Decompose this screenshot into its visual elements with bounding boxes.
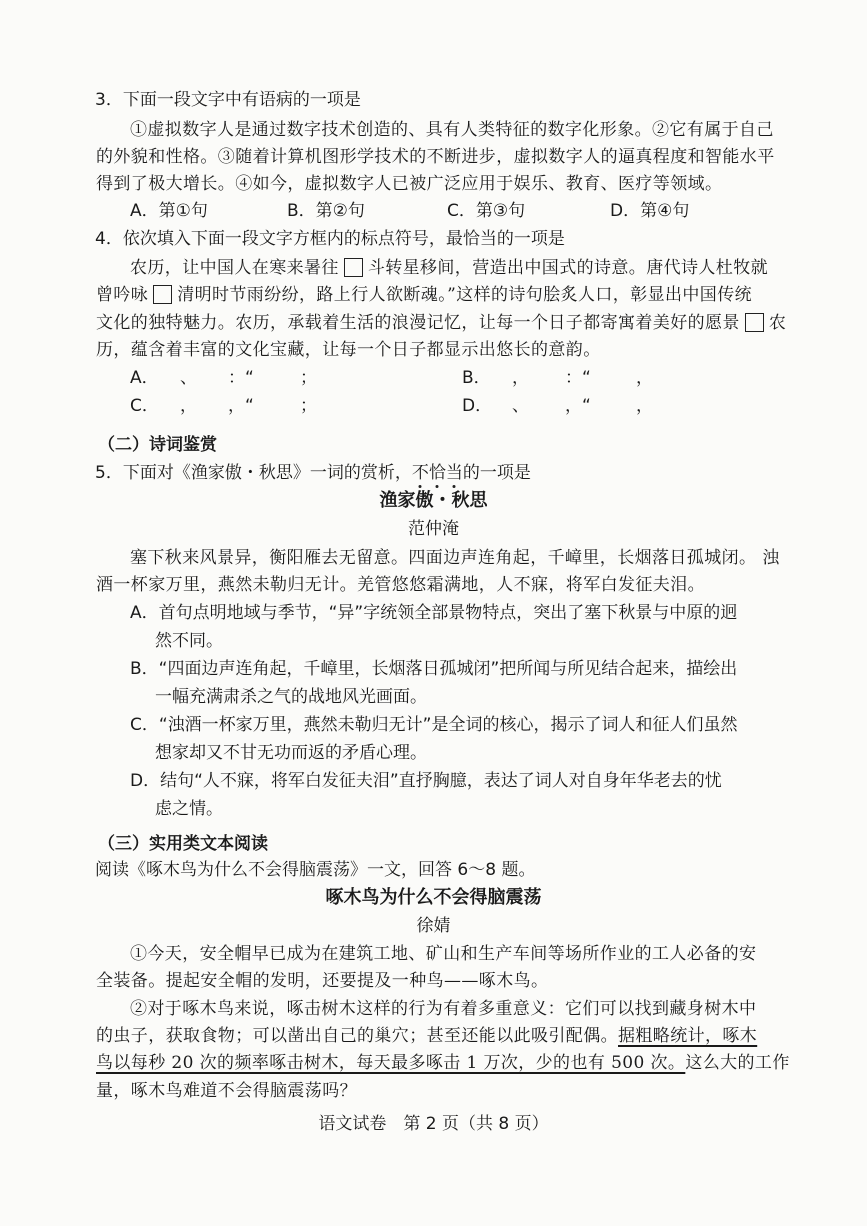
q4-text-3a: 文化的独特魅力。农历，承载着生活的浪漫记忆，让每一个日子都寄寓着美好的愿景 (96, 313, 740, 333)
para-2-line-3 (96, 1052, 790, 1074)
q5-option-a-line-1: A．首句点明地域与季节，“异”字统领全部景物特点，突出了塞下秋景与中原的迥 (130, 603, 738, 623)
q4-option-c-mark-1: ， (180, 396, 197, 416)
q4-option-b-letter: B． (462, 368, 491, 388)
q4-option-c-letter: C． (130, 396, 159, 416)
article-title: 啄木鸟为什么不会得脑震荡 (325, 887, 542, 908)
para-2-line-1: ②对于啄木鸟来说，啄击树木这样的行为有着多重意义：它们可以找到藏身树木中 (130, 999, 757, 1019)
para-2-underlined-2: 鸟以每秒 20 次的频率啄击树木，每天最多啄击 1 万次，少的也有 500 次。 (96, 1053, 686, 1073)
q4-option-b-mark-3: ， (636, 368, 653, 388)
q5-stem-a: 5．下面对《渔家傲・秋思》一词的赏析， (95, 463, 412, 483)
para-2-line-2 (96, 1025, 757, 1047)
q4-blank-box-1 (344, 258, 363, 277)
q4-option-a-mark-3: ； (300, 368, 317, 388)
q4-passage-line-1 (130, 257, 768, 279)
q5-emphasis-3: 当 (445, 463, 463, 483)
poem-line-1: 塞下秋来风景异，衡阳雁去无留意。四面边声连角起，千嶂里，长烟落日孤城闭。 浊 (130, 548, 780, 568)
q4-option-b-mark-1: ， (512, 368, 529, 388)
para-1-line-1: ①今天，安全帽早已成为在建筑工地、矿山和生产车间等场所作业的工人必备的安 (130, 944, 757, 964)
poem-title: 渔家傲・秋思 (379, 490, 488, 511)
q3-option-c: C．第③句 (447, 201, 526, 221)
q5-stem (95, 462, 531, 484)
para-2-line-4: 量，啄木鸟难道不会得脑震荡吗？ (96, 1081, 357, 1101)
para-2-underlined-1: 据粗略统计，啄木 (618, 1026, 758, 1046)
q5-emphasis-1: 不 (411, 463, 429, 483)
q4-blank-box-3 (745, 313, 764, 332)
q5-option-a-line-2: 然不同。 (155, 631, 223, 651)
q4-text-2a: 曾吟咏 (96, 285, 149, 305)
q5-option-c-line-2: 想家却又不甘无功而返的矛盾心理。 (155, 743, 427, 763)
q4-option-d-mark-3: ， (636, 396, 653, 416)
q4-option-a-letter: A． (130, 368, 159, 388)
q4-option-c-mark-3: ； (300, 396, 317, 416)
q5-stem-b: 的一项是 (462, 463, 531, 483)
q4-blank-box-2 (153, 285, 172, 304)
article-author: 徐婧 (416, 916, 451, 936)
q4-passage-line-4: 历，蕴含着丰富的文化宝藏，让每一个日子都显示出悠长的意韵。 (96, 340, 601, 360)
para-1-line-2: 全装备。提起安全帽的发明，还要提及一种鸟——啄木鸟。 (96, 971, 549, 991)
q4-option-b-mark-2: ：“ (565, 368, 591, 388)
q3-option-b: B．第②句 (287, 201, 365, 221)
q3-passage-line-2: 的外貌和性格。③随着计算机图形学技术的不断进步，虚拟数字人的逼真程度和智能水平 (96, 147, 775, 167)
q3-passage-line-3: 得到了极大增长。④如今，虚拟数字人已被广泛应用于娱乐、教育、医疗等领域。 (96, 174, 723, 194)
q4-option-d-mark-1: 、 (512, 396, 529, 416)
q4-text-3b: 农 (768, 313, 787, 333)
q5-option-d-line-1: D．结句“人不寐，将军白发征夫泪”直抒胸臆，表达了词人对自身年华老去的忧 (130, 771, 722, 791)
section-3-intro: 阅读《啄木鸟为什么不会得脑震荡》一文，回答 6～8 题。 (95, 860, 536, 880)
section-3-title: （三）实用类文本阅读 (98, 834, 268, 854)
q3-stem: 3．下面一段文字中有语病的一项是 (95, 90, 361, 110)
q3-option-d: D．第④句 (610, 201, 690, 221)
q5-option-d-line-2: 虑之情。 (155, 799, 223, 819)
q4-option-d-letter: D． (462, 396, 493, 416)
q4-passage-line-3 (96, 312, 786, 334)
q3-option-a: A．第①句 (130, 201, 208, 221)
q5-option-c-line-1: C．“浊酒一杯家万里，燕然未勒归无计”是全词的核心，揭示了词人和征人们虽然 (130, 715, 738, 735)
q4-text-2b: 清明时节雨纷纷，路上行人欲断魂。”这样的诗句脍炙人口，彰显出中国传统 (177, 285, 752, 305)
q4-option-a-mark-2: ：“ (228, 368, 254, 388)
q4-passage-line-2 (96, 284, 752, 306)
para-2-line-3b: 这么大的工作 (685, 1053, 790, 1073)
para-2-line-2a: 的虫子，获取食物；可以凿出自己的巢穴；甚至还能以此吸引配偶。 (96, 1026, 618, 1046)
section-2-title: （二）诗词鉴赏 (98, 435, 217, 455)
page-footer: 语文试卷 第 2 页（共 8 页） (318, 1114, 549, 1134)
q5-option-b-line-2: 一幅充满肃杀之气的战地风光画面。 (155, 687, 427, 707)
q5-emphasis-2: 恰 (428, 463, 446, 483)
q3-passage-line-1: ①虚拟数字人是通过数字技术创造的、具有人类特征的数字化形象。②它有属于自己 (130, 120, 774, 140)
q4-stem: 4．依次填入下面一段文字方框内的标点符号，最恰当的一项是 (95, 229, 565, 249)
q4-text-1b: 斗转星移间，营造出中国式的诗意。唐代诗人杜牧就 (367, 258, 769, 278)
poem-line-2: 酒一杯家万里，燕然未勒归无计。羌管悠悠霜满地，人不寐，将军白发征夫泪。 (96, 575, 705, 595)
q4-option-c-mark-2: ，“ (228, 396, 254, 416)
q4-option-a-mark-1: 、 (180, 368, 197, 388)
poem-author: 范仲淹 (408, 519, 459, 539)
q5-option-b-line-1: B．“四面边声连角起，千嶂里，长烟落日孤城闭”把所闻与所见结合起来，描绘出 (130, 659, 738, 679)
q4-text-1a: 农历，让中国人在寒来暑往 (130, 258, 339, 278)
q4-option-d-mark-2: ，“ (565, 396, 591, 416)
